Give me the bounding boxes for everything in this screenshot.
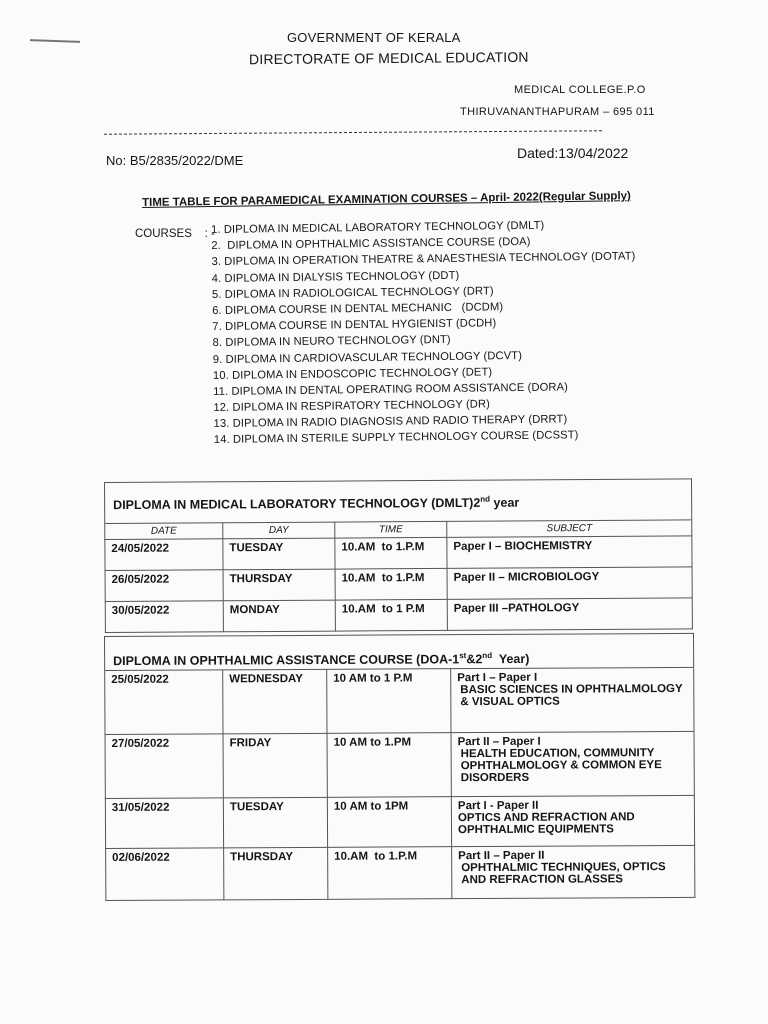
subject-name: HEALTH EDUCATION, COMMUNITY OPHTHALMOLOGY & COMMON EYE DISORDERS [460, 747, 662, 785]
course-item: 4. DIPLOMA IN DIALYSIS TECHNOLOGY (DDT) [211, 269, 460, 285]
course-item: 2. DIPLOMA IN OPHTHALMIC ASSISTANCE COURSE (DOA) [211, 236, 531, 253]
govt-heading: GOVERNMENT OF KERALA [287, 30, 461, 45]
course-item: 14. DIPLOMA IN STERILE SUPPLY TECHNOLOGY COURSE (DCSST) [213, 429, 579, 447]
course-item: 3. DIPLOMA IN OPERATION THEATRE & ANAESTHESIA TECHNOLOGY (DOTAT) [211, 250, 636, 269]
subject-cell [451, 796, 694, 847]
time-cell: 10.AM to 1.P.M [335, 537, 447, 569]
doa-timetable [104, 633, 695, 901]
date-cell: 26/05/2022 [105, 570, 223, 602]
paper-label: Part II – Paper II [458, 849, 545, 863]
course-item: 10. DIPLOMA IN ENDOSCOPIC TECHNOLOGY (DET) [212, 366, 493, 382]
date-cell: 30/05/2022 [105, 601, 223, 633]
date-cell: 25/05/2022 [105, 670, 223, 735]
subject-name: OPTICS AND REFRACTION AND OPHTHALMIC EQUIPMENTS [457, 811, 635, 837]
header-divider [104, 130, 602, 134]
time-cell: 10.AM to 1.P.M [335, 568, 447, 600]
course-item: 5. DIPLOMA IN RADIOLOGICAL TECHNOLOGY (DRT) [211, 285, 494, 301]
date-cell: 27/05/2022 [105, 734, 223, 799]
day-cell: THURSDAY [223, 569, 335, 601]
subject-cell [451, 668, 694, 733]
table-row [105, 536, 692, 571]
table-row [105, 567, 692, 602]
reference-number: No: B5/2835/2022/DME [106, 153, 244, 168]
course-list [211, 216, 638, 448]
course-item: 13. DIPLOMA IN RADIO DIAGNOSIS AND RADIO THERAPY (DRRT) [213, 413, 568, 431]
date-cell: 24/05/2022 [105, 539, 223, 571]
courses-label: COURSES : - [135, 228, 215, 240]
subject-name: BASIC SCIENCES IN OPHTHALMOLOGY & VISUAL OPTICS [460, 683, 683, 709]
table-row [105, 796, 694, 849]
column-header-time: TIME [335, 521, 447, 538]
day-cell: MONDAY [223, 600, 335, 632]
scan-mark [30, 39, 80, 43]
column-header-date: DATE [105, 523, 223, 540]
day-cell: TUESDAY [223, 797, 327, 848]
time-cell: 10 AM to 1PM [327, 797, 451, 848]
dated: Dated:13/04/2022 [517, 145, 629, 161]
subject-cell: Paper I – BIOCHEMISTRY [447, 536, 692, 568]
doa-section-title: DIPLOMA IN OPHTHALMIC ASSISTANCE COURSE (DOA-1st&2nd Year) [105, 633, 694, 670]
course-item: 11. DIPLOMA IN DENTAL OPERATING ROOM ASSISTANCE (DORA) [213, 381, 569, 398]
table-row [106, 846, 695, 901]
course-item: 12. DIPLOMA IN RESPIRATORY TECHNOLOGY (DR) [213, 398, 490, 415]
paper-label: Part I – Paper I [457, 671, 538, 685]
course-item: 7. DIPLOMA COURSE IN DENTAL HYGIENIST (DCDH) [212, 317, 497, 334]
paper-label: Part I - Paper II [457, 799, 539, 813]
course-item: 6. DIPLOMA COURSE IN DENTAL MECHANIC (DCDM) [212, 301, 504, 317]
date-cell: 02/06/2022 [106, 848, 224, 901]
address-line-1: MEDICAL COLLEGE.P.O [514, 84, 646, 96]
table-row [105, 668, 694, 735]
subject-cell [452, 846, 695, 899]
day-cell: THURSDAY [224, 847, 328, 900]
course-item: 8. DIPLOMA IN NEURO TECHNOLOGY (DNT) [212, 334, 451, 350]
time-cell: 10.AM to 1.P.M [328, 847, 452, 900]
course-item: 9. DIPLOMA IN CARDIOVASCULAR TECHNOLOGY (DCVT) [212, 349, 523, 366]
subject-cell: Paper III –PATHOLOGY [447, 598, 692, 630]
time-cell: 10 AM to 1 P.M [327, 669, 451, 734]
time-cell: 10 AM to 1.PM [327, 733, 451, 798]
dmlt-timetable [104, 478, 693, 633]
day-cell: FRIDAY [223, 733, 327, 798]
day-cell: WEDNESDAY [223, 669, 327, 734]
subject-cell: Paper II – MICROBIOLOGY [447, 567, 692, 599]
time-cell: 10.AM to 1 P.M [335, 599, 447, 631]
dmlt-section-title: DIPLOMA IN MEDICAL LABORATORY TECHNOLOGY (DMLT)2nd year [105, 479, 692, 524]
course-item: 1. DIPLOMA IN MEDICAL LABORATORY TECHNOLOGY (DMLT) [211, 219, 545, 236]
table-row [105, 598, 692, 633]
day-cell: TUESDAY [223, 538, 335, 570]
directorate-heading: DIRECTORATE OF MEDICAL EDUCATION [248, 48, 529, 68]
date-cell: 31/05/2022 [105, 798, 223, 849]
column-header-day: DAY [223, 522, 335, 539]
address-line-2: THIRUVANANTHAPURAM – 695 011 [460, 106, 655, 118]
table-row [105, 732, 694, 799]
subject-name: OPHTHALMIC TECHNIQUES, OPTICS AND REFRACTION GLASSES [461, 861, 666, 887]
paper-label: Part II – Paper I [457, 735, 541, 749]
column-header-subject: SUBJECT [447, 520, 692, 537]
subject-cell [451, 732, 694, 797]
timetable-title: TIME TABLE FOR PARAMEDICAL EXAMINATION COURSES – April- 2022(Regular Supply) [142, 190, 631, 209]
